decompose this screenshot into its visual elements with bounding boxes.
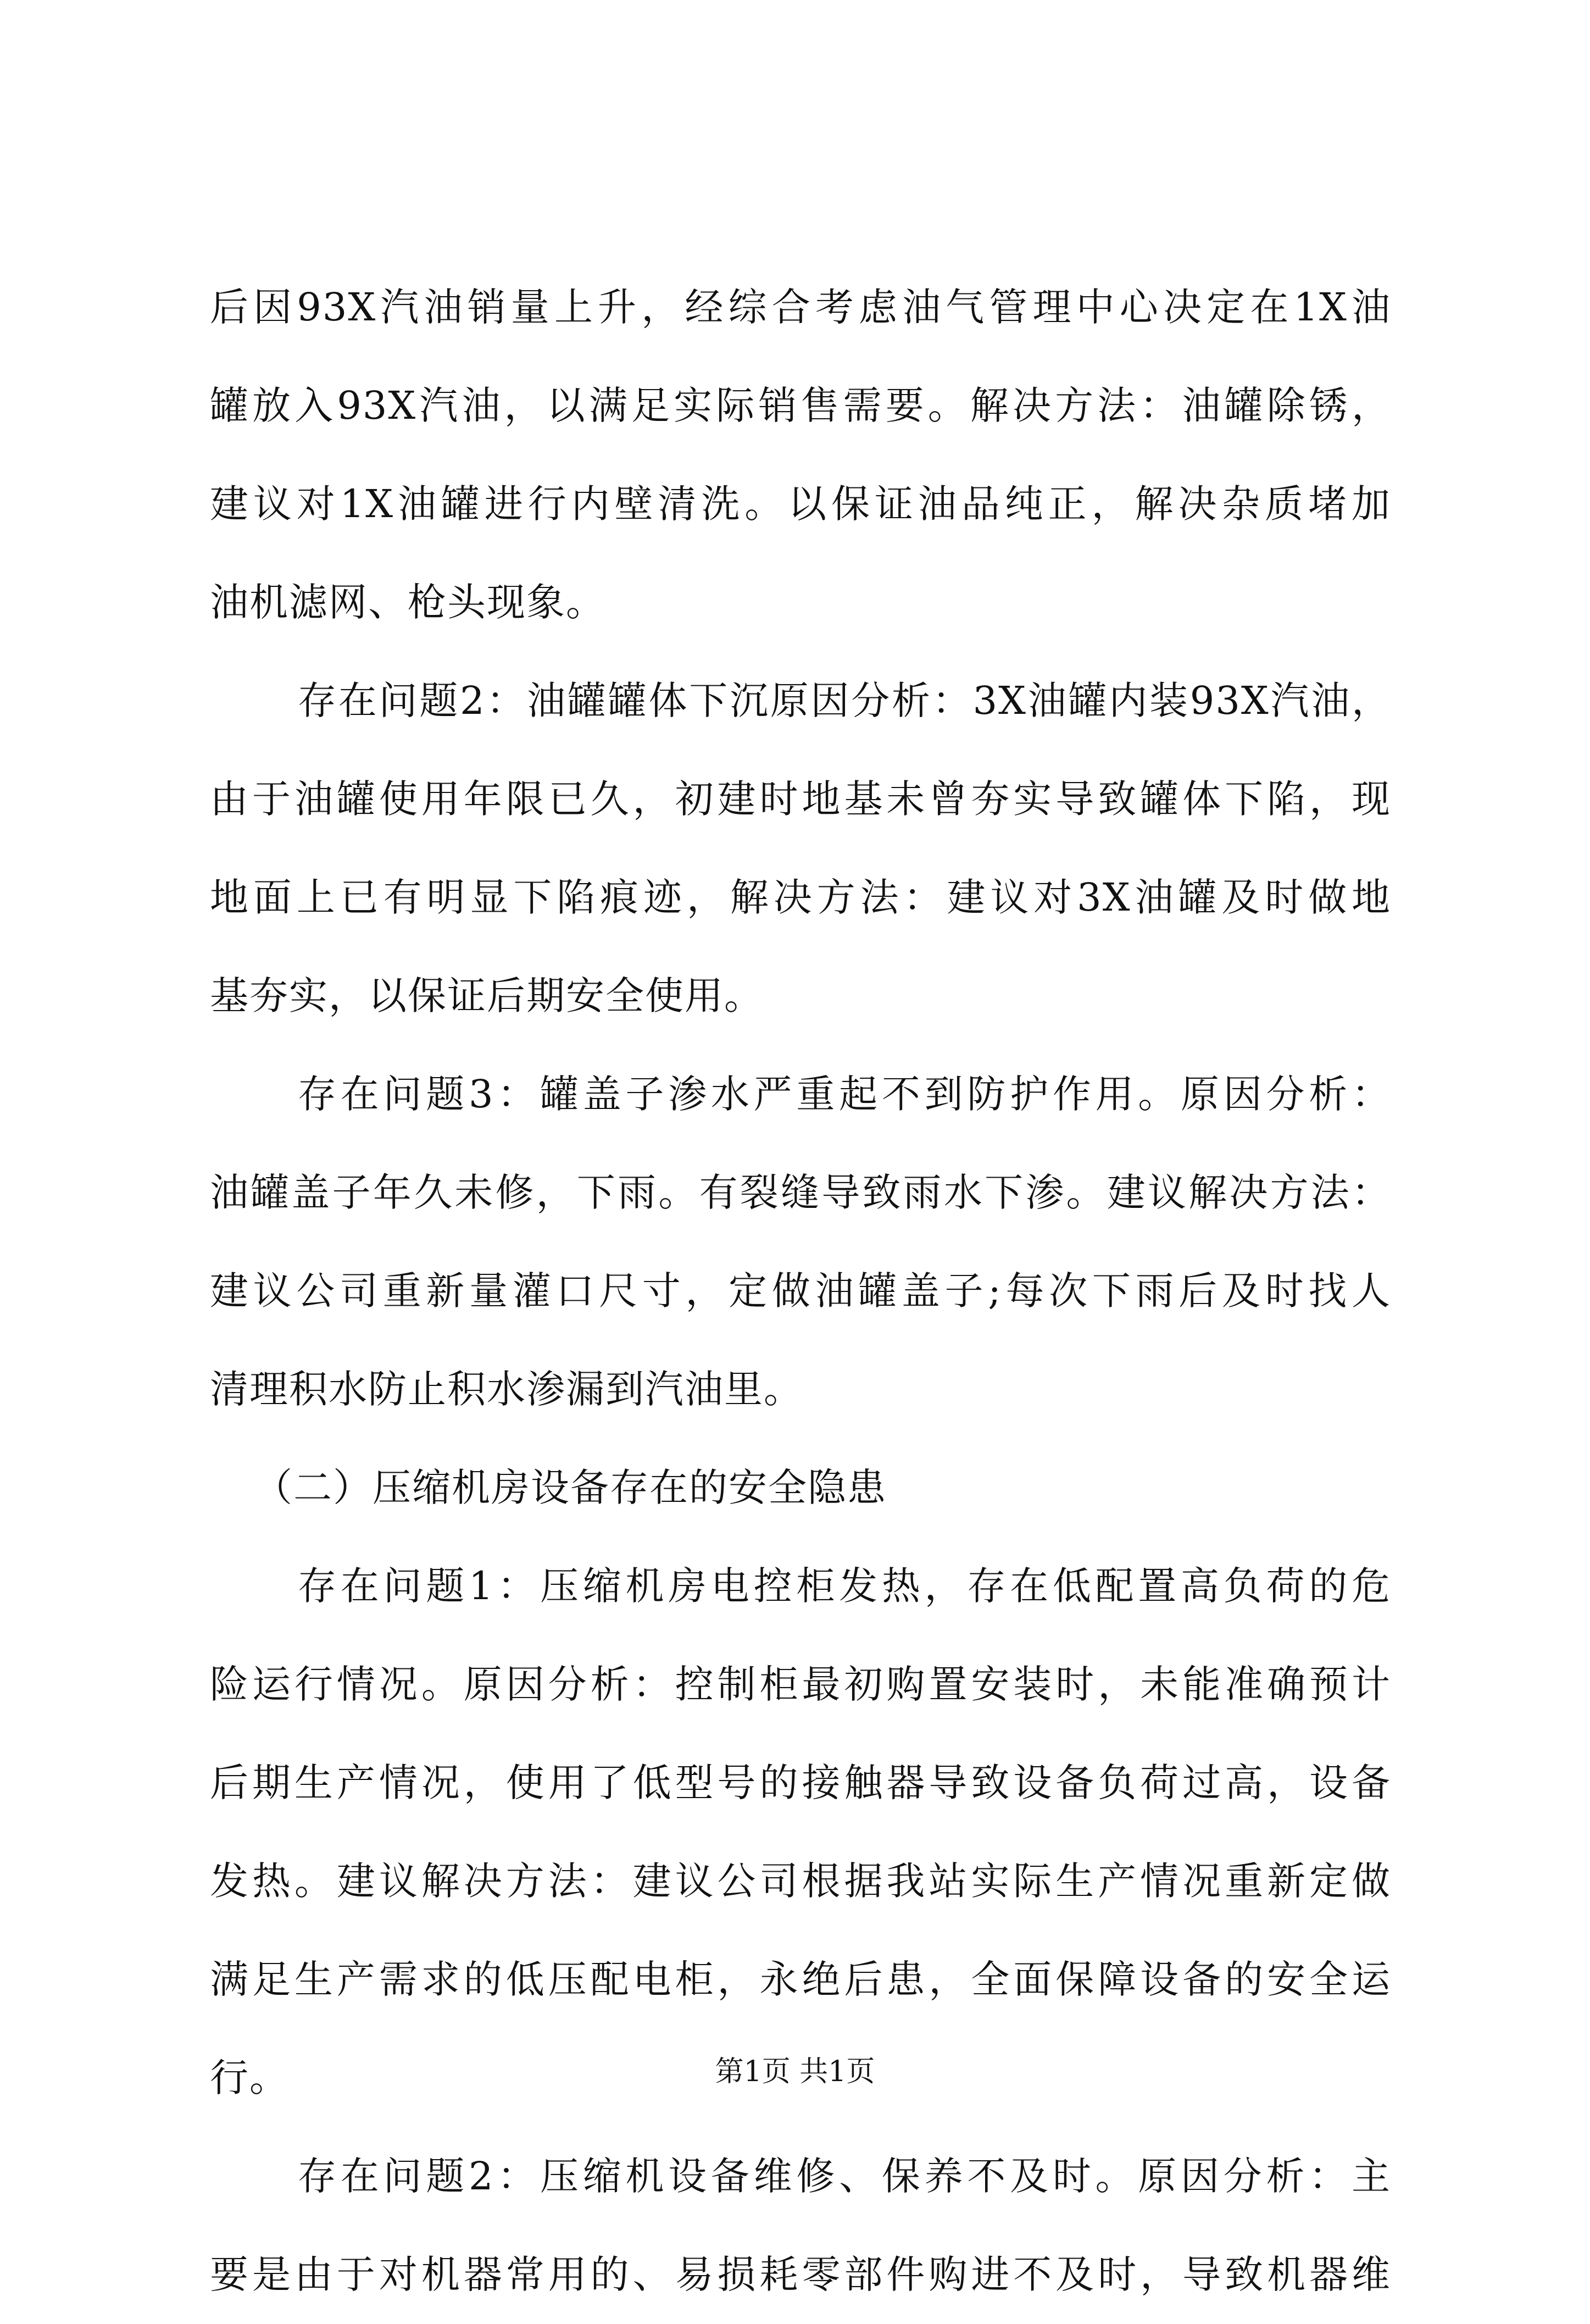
body-line: 存在问题2：油罐罐体下沉原因分析：3X油罐内装93X汽油， (298, 678, 1391, 723)
body-line: 发热。建议解决方法：建议公司根据我站实际生产情况重新定做 (210, 1859, 1391, 1904)
body-line: 要是由于对机器常用的、易损耗零部件购进不及时，导致机器维 (210, 2252, 1391, 2297)
body-line: 油罐盖子年久未修，下雨。有裂缝导致雨水下渗。建议解决方法： (210, 1170, 1391, 1215)
body-line: 罐放入93X汽油，以满足实际销售需要。解决方法：油罐除锈， (210, 383, 1391, 428)
body-line: 油机滤网、枪头现象。 (210, 580, 605, 625)
body-line: 后期生产情况，使用了低型号的接触器导致设备负荷过高，设备 (210, 1760, 1391, 1805)
body-line: 地面上已有明显下陷痕迹，解决方法：建议对3X油罐及时做地 (210, 875, 1391, 920)
section-heading: （二）压缩机房设备存在的安全隐患 (254, 1465, 887, 1510)
document-body (210, 258, 1391, 2324)
body-line: 存在问题2：压缩机设备维修、保养不及时。原因分析：主 (298, 2154, 1391, 2199)
body-line: 清理积水防止积水渗漏到汽油里。 (210, 1367, 803, 1412)
body-line: 建议对1X油罐进行内壁清洗。以保证油品纯正，解决杂质堵加 (210, 481, 1391, 526)
body-line: 后因93X汽油销量上升，经综合考虑油气管理中心决定在1X油 (210, 285, 1391, 330)
body-line: 险运行情况。原因分析：控制柜最初购置安装时，未能准确预计 (210, 1662, 1391, 1707)
body-line: 基夯实，以保证后期安全使用。 (210, 973, 764, 1018)
page-footer: 第1页 共1页 (715, 2055, 875, 2088)
body-line: 由于油罐使用年限已久，初建时地基未曾夯实导致罐体下陷，现 (210, 776, 1391, 822)
body-line: 满足生产需求的低压配电柜，永绝后患，全面保障设备的安全运 (210, 1957, 1391, 2002)
body-line: 存在问题1：压缩机房电控柜发热，存在低配置高负荷的危 (298, 1563, 1391, 1609)
body-line: 存在问题3：罐盖子渗水严重起不到防护作用。原因分析： (298, 1072, 1391, 1117)
body-line: 行。 (210, 2055, 289, 2100)
body-line: 建议公司重新量灌口尺寸，定做油罐盖子;每次下雨后及时找人 (210, 1268, 1391, 1313)
